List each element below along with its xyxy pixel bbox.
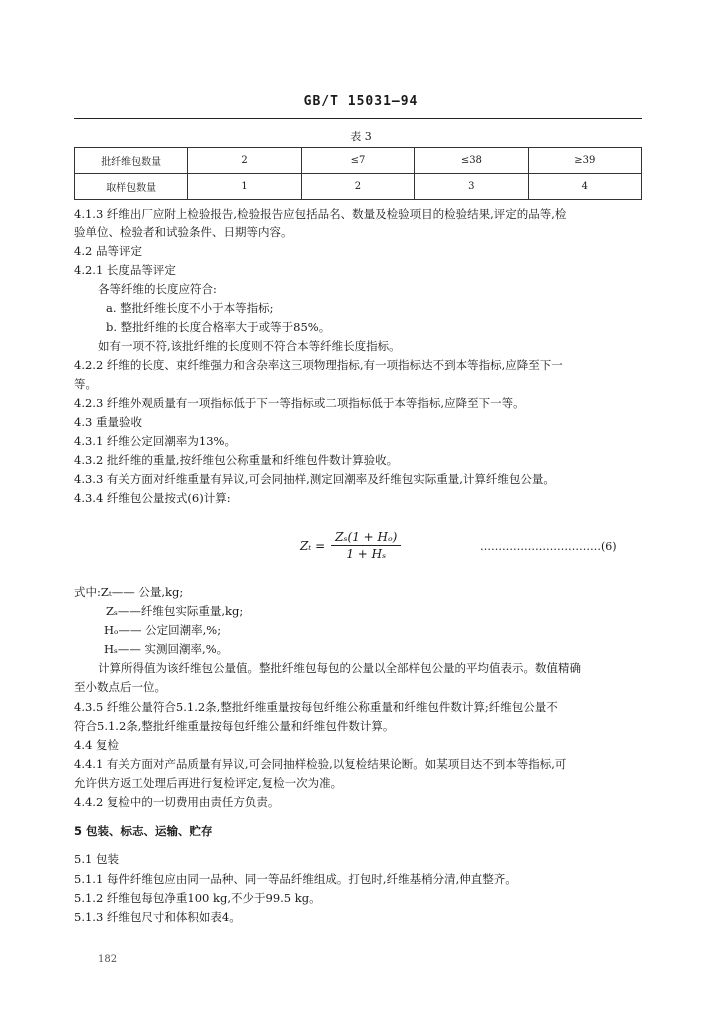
clause-4-3-heading: 4.3 重量验收 xyxy=(74,415,142,429)
table-cell: ≥39 xyxy=(528,148,641,174)
list-item: a. 整批纤维长度不小于本等指标; xyxy=(106,301,274,315)
table-3 xyxy=(74,147,642,200)
formula-legend: Hₒ—— 公定回潮率,%; xyxy=(104,623,222,637)
list-item: b. 整批纤维的长度合格率大于或等于85%。 xyxy=(106,320,331,334)
clause-4-4-1: 4.4.1 有关方面对产品质量有异议,可会同抽样检验,以复检结果论断。如某项目达不到本等指标,可 xyxy=(74,757,567,771)
clause-4-2-heading: 4.2 品等评定 xyxy=(74,244,142,258)
table-cell: ≤7 xyxy=(301,148,414,174)
clause-4-3-3: 4.3.3 有关方面对纤维重量有异议,可会同抽样,测定回潮率及纤维包实际重量,计算纤维包公量。 xyxy=(74,472,555,486)
formula-denominator: 1 + Hₛ xyxy=(346,547,387,561)
table-cell: 2 xyxy=(188,148,301,174)
table-caption: 表 3 xyxy=(350,130,372,143)
section-5-heading: 5 包装、标志、运输、贮存 xyxy=(74,824,213,838)
table-row xyxy=(75,174,642,200)
formula-legend: Hₛ—— 实测回潮率,%。 xyxy=(104,642,229,656)
text-line: 验单位、检验者和试验条件、日期等内容。 xyxy=(74,225,293,239)
table-cell: 4 xyxy=(528,174,641,200)
text-line: 等。 xyxy=(74,377,97,391)
clause-4-1-3: 4.1.3 纤维出厂应附上检验报告,检验报告应包括品名、数量及检验项目的检验结果,评定的品等,检 xyxy=(74,207,567,221)
clause-4-4-2: 4.4.2 复检中的一切费用由责任方负责。 xyxy=(74,795,280,809)
table-cell: 1 xyxy=(188,174,301,200)
standard-header: GB/T 15031—94 xyxy=(303,94,419,109)
clause-4-3-4: 4.3.4 纤维包公量按式(6)计算: xyxy=(74,491,231,505)
text-line: 至小数点后一位。 xyxy=(74,680,166,694)
clause-4-2-3: 4.2.3 纤维外观质量有一项指标低于下一等指标或二项指标低于本等指标,应降至下一等。 xyxy=(74,396,525,410)
clause-5-1-3: 5.1.3 纤维包尺寸和体积如表4。 xyxy=(74,910,241,924)
clause-5-1-1: 5.1.1 每件纤维包应由同一品种、同一等品纤维组成。打包时,纤维基梢分清,伸直整齐。 xyxy=(74,872,517,886)
clause-4-2-1: 4.2.1 长度品等评定 xyxy=(74,263,176,277)
table-cell: 批纤维包数量 xyxy=(75,148,188,174)
page-number: 182 xyxy=(98,954,118,965)
text-line: 允许供方返工处理后再进行复检评定,复检一次为准。 xyxy=(74,776,343,790)
clause-4-2-2: 4.2.2 纤维的长度、束纤维强力和含杂率这三项物理指标,有一项指标达不到本等指标,应降至下一 xyxy=(74,358,563,372)
formula-numerator: Zₛ(1 + Hₒ) xyxy=(331,530,401,546)
table-cell: 2 xyxy=(301,174,414,200)
table-row xyxy=(75,148,642,174)
text-line: 计算所得值为该纤维包公量值。整批纤维包每包的公量以全部样包公量的平均值表示。数值精确 xyxy=(98,661,581,675)
table-cell: 3 xyxy=(415,174,528,200)
clause-5-1-heading: 5.1 包装 xyxy=(74,852,119,866)
text-line: 各等纤维的长度应符合: xyxy=(98,282,217,296)
clause-4-3-1: 4.3.1 纤维公定回潮率为13%。 xyxy=(74,434,236,448)
formula-6 xyxy=(300,530,401,561)
clause-4-4-heading: 4.4 复检 xyxy=(74,738,119,752)
clause-4-3-2: 4.3.2 批纤维的重量,按纤维包公称重量和纤维包件数计算验收。 xyxy=(74,453,399,467)
formula-lhs: Zₜ = xyxy=(300,538,326,553)
table-cell: ≤38 xyxy=(415,148,528,174)
table-cell: 取样包数量 xyxy=(75,174,188,200)
text-line: 符合5.1.2条,整批纤维重量按每包纤维公量和纤维包件数计算。 xyxy=(74,719,395,733)
text-line: 如有一项不符,该批纤维的长度则不符合本等纤维长度指标。 xyxy=(98,339,401,353)
formula-legend: 式中:Zₜ—— 公量,kg; xyxy=(74,585,184,599)
clause-5-1-2: 5.1.2 纤维包每包净重100 kg,不少于99.5 kg。 xyxy=(74,891,321,905)
equation-number: ……………………………(6) xyxy=(480,540,617,553)
formula-legend: Zₛ——纤维包实际重量,kg; xyxy=(106,604,244,618)
formula-fraction xyxy=(331,530,401,561)
clause-4-3-5: 4.3.5 纤维公量符合5.1.2条,整批纤维重量按每包纤维公称重量和纤维包件数计算;纤维包公量不 xyxy=(74,700,558,714)
header-rule xyxy=(74,118,642,119)
